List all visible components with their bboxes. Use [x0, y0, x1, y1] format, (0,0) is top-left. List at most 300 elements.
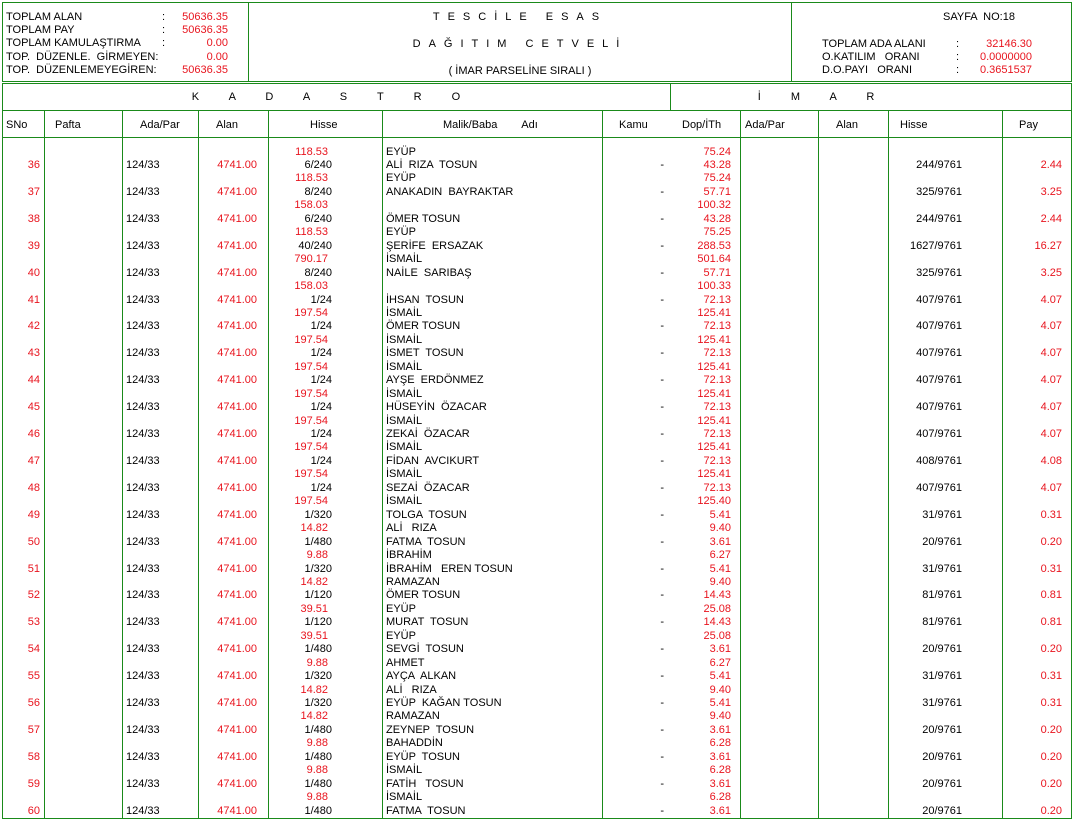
cell-dop: 3.61 — [709, 750, 731, 763]
cell-ihisse: 81/9761 — [922, 589, 962, 602]
cell-hisse: 8/240 — [304, 266, 332, 279]
summary-value: 50636.35 — [182, 24, 228, 36]
cell-alan: 4741.00 — [217, 535, 257, 548]
cell-father: RAMAZAN — [386, 575, 440, 588]
cell-hisse: 1/24 — [310, 481, 332, 494]
cell-ith: 6.28 — [709, 764, 731, 777]
cell-sub: 158.03 — [294, 199, 328, 212]
cell-sno: 54 — [27, 643, 40, 656]
cell-kamu: - — [660, 697, 664, 709]
cell-dop: 72.13 — [703, 347, 731, 360]
cell-ith: 125.40 — [697, 495, 731, 508]
cell-pay: 0.81 — [1040, 589, 1062, 602]
cell-ith: 6.28 — [709, 791, 731, 804]
cell-adapar: 124/33 — [126, 428, 160, 440]
cell-ihisse: 1627/9761 — [910, 239, 962, 252]
cell-kamu: - — [660, 212, 664, 225]
cell-name: NAİLE SARIBAŞ — [386, 266, 472, 279]
lead-malik: EYÜP — [386, 146, 416, 158]
cell-father: İSMAİL — [386, 333, 423, 346]
cell-sno: 50 — [27, 535, 40, 548]
cell-pay: 4.07 — [1040, 401, 1062, 414]
cell-adapar: 124/33 — [126, 401, 160, 414]
cell-sub: 197.54 — [294, 495, 328, 508]
cell-ith: 9.40 — [709, 522, 731, 535]
cell-ith: 100.33 — [697, 280, 731, 292]
cell-kamu: - — [660, 320, 664, 333]
cell-sno: 38 — [27, 212, 40, 225]
cell-adapar: 124/33 — [126, 670, 160, 683]
col-line — [740, 110, 741, 819]
cell-dop: 72.13 — [703, 481, 731, 494]
cell-alan: 4741.00 — [217, 643, 257, 656]
cell-adapar: 124/33 — [126, 508, 160, 521]
cell-sno: 39 — [27, 239, 40, 252]
cell-alan: 4741.00 — [217, 723, 257, 736]
cell-pay: 0.20 — [1040, 723, 1062, 736]
cell-adapar: 124/33 — [126, 454, 160, 467]
cell-kamu: - — [660, 266, 664, 279]
cell-sub: 197.54 — [294, 414, 328, 427]
cell-father: İSMAİL — [386, 441, 423, 454]
cell-alan: 4741.00 — [217, 589, 257, 602]
cell-father: EYÜP — [386, 226, 416, 239]
cell-kamu: - — [660, 616, 664, 629]
cell-kamu: - — [660, 347, 664, 360]
cell-name: FATMA TOSUN — [386, 535, 466, 548]
cell-adapar: 124/33 — [126, 159, 160, 171]
cell-name: ZEKAİ ÖZACAR — [386, 428, 470, 440]
cell-ihisse: 325/9761 — [916, 266, 962, 279]
cell-hisse: 1/320 — [304, 670, 332, 683]
cell-dop: 43.28 — [703, 159, 731, 171]
cell-kamu: - — [660, 239, 664, 252]
cell-sno: 36 — [27, 159, 40, 171]
cell-kamu: - — [660, 670, 664, 683]
summary-label: TOPLAM PAY — [6, 24, 75, 36]
cell-sub: 197.54 — [294, 387, 328, 400]
cell-name: SEVGİ TOSUN — [386, 643, 464, 656]
cell-dop: 72.13 — [703, 293, 731, 306]
section-kadastro-label: K A D A S T R O — [191, 91, 469, 103]
cell-kamu: - — [660, 508, 664, 521]
cell-name: AYÇA ALKAN — [386, 670, 457, 683]
cell-ihisse: 407/9761 — [916, 293, 962, 306]
summary-sep: : — [162, 11, 166, 23]
cell-ith: 125.41 — [697, 468, 731, 481]
cell-hisse: 1/24 — [310, 293, 332, 306]
cell-dop: 14.43 — [703, 589, 731, 602]
cell-hisse: 6/240 — [304, 159, 332, 171]
summary-value: 0.00 — [206, 37, 228, 49]
summary-value: 32146.30 — [986, 38, 1032, 50]
cell-sno: 40 — [27, 266, 40, 279]
cell-pay: 3.25 — [1040, 266, 1062, 279]
cell-name: ZEYNEP TOSUN — [386, 723, 475, 736]
cell-ihisse: 31/9761 — [922, 670, 962, 683]
cell-name: ŞERİFE ERSAZAK — [386, 239, 484, 252]
cell-ith: 75.25 — [703, 226, 731, 239]
cell-ihisse: 20/9761 — [922, 723, 962, 736]
cell-sno: 48 — [27, 481, 40, 494]
cell-pay: 3.25 — [1040, 185, 1062, 198]
cell-adapar: 124/33 — [126, 347, 160, 360]
cell-adapar: 124/33 — [126, 239, 160, 252]
cell-ith: 125.41 — [697, 387, 731, 400]
cell-father: EYÜP — [386, 172, 416, 185]
cell-hisse: 1/24 — [310, 347, 332, 360]
cell-dop: 288.53 — [697, 239, 731, 252]
cell-name: FATMA TOSUN — [386, 804, 466, 817]
cell-alan: 4741.00 — [217, 185, 257, 198]
col-header-alan: Alan — [216, 119, 239, 131]
summary-value: 50636.35 — [182, 11, 228, 23]
cell-pay: 4.07 — [1040, 481, 1062, 494]
cell-sno: 45 — [27, 401, 40, 414]
cell-sno: 60 — [27, 804, 40, 817]
col-line — [44, 110, 45, 819]
cell-father: EYÜP — [386, 602, 416, 615]
cell-adapar: 124/33 — [126, 562, 160, 575]
cell-alan: 4741.00 — [217, 697, 257, 709]
cell-alan: 4741.00 — [217, 508, 257, 521]
summary-label: TOPLAM ALAN — [6, 11, 83, 23]
cell-kamu: - — [660, 481, 664, 494]
summary-sep: : — [162, 37, 166, 49]
cell-dop: 57.71 — [703, 185, 731, 198]
col-header-imar-alan: Alan — [836, 119, 859, 131]
cell-kamu: - — [660, 401, 664, 414]
cell-hisse: 1/320 — [304, 697, 332, 709]
cell-kamu: - — [660, 562, 664, 575]
cell-name: ÖMER TOSUN — [386, 320, 461, 333]
cell-ihisse: 81/9761 — [922, 616, 962, 629]
cell-father: BAHADDİN — [386, 737, 443, 750]
cell-ith: 125.41 — [697, 441, 731, 454]
cell-dop: 5.41 — [709, 562, 731, 575]
cell-kamu: - — [660, 643, 664, 656]
cell-pay: 4.07 — [1040, 293, 1062, 306]
summary-value: 0.3651537 — [980, 64, 1032, 76]
cell-ihisse: 244/9761 — [916, 212, 962, 225]
cell-dop: 72.13 — [703, 428, 731, 440]
cell-ith: 25.08 — [703, 629, 731, 642]
cell-sub: 9.88 — [306, 656, 328, 669]
cell-father: İSMAİL — [386, 791, 423, 804]
summary-value: 50636.35 — [182, 64, 228, 76]
cell-ith: 125.41 — [697, 306, 731, 319]
cell-alan: 4741.00 — [217, 212, 257, 225]
cell-kamu: - — [660, 750, 664, 763]
cell-sub: 14.82 — [300, 575, 328, 588]
col-line — [122, 110, 123, 819]
cell-adapar: 124/33 — [126, 535, 160, 548]
cell-sno: 47 — [27, 454, 40, 467]
cell-alan: 4741.00 — [217, 670, 257, 683]
cell-ihisse: 31/9761 — [922, 508, 962, 521]
cell-father: EYÜP — [386, 629, 416, 642]
cell-father: İSMAİL — [386, 360, 423, 373]
cell-hisse: 1/24 — [310, 320, 332, 333]
cell-adapar: 124/33 — [126, 293, 160, 306]
cell-sub: 118.53 — [295, 226, 328, 239]
cell-ihisse: 407/9761 — [916, 481, 962, 494]
cell-pay: 4.07 — [1040, 320, 1062, 333]
cell-alan: 4741.00 — [217, 401, 257, 414]
cell-dop: 72.13 — [703, 454, 731, 467]
cell-father: İSMAİL — [386, 387, 423, 400]
cell-dop: 3.61 — [709, 777, 731, 790]
col-line — [382, 110, 383, 819]
cell-name: FATİH TOSUN — [386, 777, 464, 790]
cell-adapar: 124/33 — [126, 320, 160, 333]
summary-label: O.KATILIM ORANI — [822, 51, 920, 63]
cell-sub: 197.54 — [294, 441, 328, 454]
cell-hisse: 1/480 — [304, 750, 332, 763]
summary-label: TOP. DÜZENLEMEYEGİREN: — [6, 64, 157, 76]
cell-alan: 4741.00 — [217, 347, 257, 360]
cell-pay: 16.27 — [1034, 239, 1062, 252]
summary-label: TOPLAM KAMULAŞTIRMA — [6, 37, 141, 49]
cell-sno: 56 — [27, 697, 40, 709]
cell-dop: 5.41 — [709, 670, 731, 683]
cell-adapar: 124/33 — [126, 804, 160, 817]
cell-dop: 5.41 — [709, 508, 731, 521]
cell-sub: 197.54 — [294, 306, 328, 319]
cell-alan: 4741.00 — [217, 454, 257, 467]
cell-name: ÖMER TOSUN — [386, 589, 461, 602]
summary-sep: : — [956, 38, 960, 50]
cell-adapar: 124/33 — [126, 185, 160, 198]
cell-dop: 57.71 — [703, 266, 731, 279]
cell-father: İSMAİL — [386, 764, 423, 777]
col-header-malik: Malik/Baba Adı — [443, 119, 538, 131]
cell-name: ÖMER TOSUN — [386, 212, 461, 225]
page-number: SAYFA NO:18 — [943, 11, 1015, 23]
cell-name: TOLGA TOSUN — [386, 508, 467, 521]
cell-sno: 37 — [27, 185, 40, 198]
cell-dop: 5.41 — [709, 697, 731, 709]
cell-alan: 4741.00 — [217, 266, 257, 279]
cell-pay: 0.20 — [1040, 535, 1062, 548]
cell-sno: 41 — [27, 293, 40, 306]
cell-name: ALİ RIZA TOSUN — [386, 159, 478, 171]
cell-kamu: - — [660, 777, 664, 790]
cell-ith: 75.24 — [703, 172, 731, 185]
cell-kamu: - — [660, 159, 664, 171]
cell-adapar: 124/33 — [126, 643, 160, 656]
cell-ihisse: 20/9761 — [922, 643, 962, 656]
col-header-adapar: Ada/Par — [140, 119, 180, 131]
cell-hisse: 1/480 — [304, 777, 332, 790]
cell-ihisse: 407/9761 — [916, 347, 962, 360]
cell-father: ALİ RIZA — [386, 683, 437, 696]
cell-ihisse: 31/9761 — [922, 697, 962, 709]
cell-sub: 14.82 — [300, 683, 328, 696]
cell-ihisse: 407/9761 — [916, 374, 962, 387]
col-header-dopith: Dop/İTh — [682, 119, 722, 131]
cell-hisse: 1/480 — [304, 535, 332, 548]
cell-dop: 3.61 — [709, 535, 731, 548]
cell-sno: 44 — [27, 374, 40, 387]
cell-sub: 9.88 — [306, 549, 328, 561]
cell-ihisse: 325/9761 — [916, 185, 962, 198]
cell-ihisse: 20/9761 — [922, 535, 962, 548]
cell-father: İSMAİL — [386, 414, 423, 427]
cell-hisse: 1/320 — [304, 562, 332, 575]
cell-name: EYÜP TOSUN — [386, 750, 460, 763]
cell-name: İSMET TOSUN — [386, 347, 464, 360]
cell-pay: 0.20 — [1040, 750, 1062, 763]
cell-sno: 51 — [27, 562, 40, 575]
cell-hisse: 1/120 — [304, 589, 332, 602]
cell-ith: 100.32 — [697, 199, 731, 212]
col-header-pay: Pay — [1019, 119, 1038, 131]
col-header-pafta: Pafta — [55, 119, 81, 131]
cell-alan: 4741.00 — [217, 239, 257, 252]
cell-ihisse: 20/9761 — [922, 777, 962, 790]
summary-value: 0.0000000 — [980, 51, 1032, 63]
cell-father: İSMAİL — [386, 495, 423, 508]
cell-ith: 9.40 — [709, 683, 731, 696]
cell-ihisse: 408/9761 — [916, 454, 962, 467]
cell-alan: 4741.00 — [217, 562, 257, 575]
title-line-2: DAĞITIM CETVELİ — [412, 38, 628, 50]
cell-ihisse: 407/9761 — [916, 320, 962, 333]
cell-adapar: 124/33 — [126, 697, 160, 709]
cell-pay: 4.07 — [1040, 374, 1062, 387]
cell-sno: 49 — [27, 508, 40, 521]
cell-father: AHMET — [386, 656, 425, 669]
cell-dop: 3.61 — [709, 723, 731, 736]
cell-pay: 0.31 — [1040, 562, 1062, 575]
cell-pay: 4.07 — [1040, 347, 1062, 360]
cell-sub: 9.88 — [306, 737, 328, 750]
cell-hisse: 6/240 — [304, 212, 332, 225]
cell-adapar: 124/33 — [126, 589, 160, 602]
col-header-imar-adapar: Ada/Par — [745, 119, 785, 131]
cell-sub: 158.03 — [294, 280, 328, 292]
cell-name: ANAKADIN BAYRAKTAR — [386, 185, 514, 198]
cell-father: İBRAHİM — [386, 549, 432, 561]
cell-ihisse: 31/9761 — [922, 562, 962, 575]
cell-sub: 790.17 — [294, 253, 328, 266]
cell-adapar: 124/33 — [126, 481, 160, 494]
cell-pay: 2.44 — [1040, 159, 1062, 171]
cell-ith: 501.64 — [697, 253, 731, 266]
cell-dop: 72.13 — [703, 374, 731, 387]
cell-alan: 4741.00 — [217, 481, 257, 494]
cell-pay: 0.20 — [1040, 804, 1062, 817]
title-line-3: ( İMAR PARSELİNE SIRALI ) — [448, 65, 592, 77]
cell-hisse: 8/240 — [304, 185, 332, 198]
summary-value: 0.00 — [206, 51, 228, 63]
cell-pay: 0.20 — [1040, 643, 1062, 656]
cell-dop: 72.13 — [703, 401, 731, 414]
cell-alan: 4741.00 — [217, 750, 257, 763]
cell-sno: 46 — [27, 428, 40, 440]
cell-pay: 2.44 — [1040, 212, 1062, 225]
cell-father: İSMAİL — [386, 306, 423, 319]
cell-sno: 52 — [27, 589, 40, 602]
cell-dop: 72.13 — [703, 320, 731, 333]
summary-label: TOPLAM ADA ALANI — [822, 38, 926, 50]
cell-sub: 39.51 — [300, 629, 328, 642]
cell-hisse: 1/320 — [304, 508, 332, 521]
cell-dop: 43.28 — [703, 212, 731, 225]
cell-ihisse: 20/9761 — [922, 804, 962, 817]
cell-ihisse: 20/9761 — [922, 750, 962, 763]
col-header-hisse: Hisse — [310, 119, 338, 131]
cell-ith: 6.28 — [709, 737, 731, 750]
col-header-sno: SNo — [6, 119, 28, 131]
cell-ith: 25.08 — [703, 602, 731, 615]
cell-name: HÜSEYİN ÖZACAR — [386, 401, 487, 414]
cell-kamu: - — [660, 185, 664, 198]
cell-ith: 6.27 — [709, 656, 731, 669]
cell-alan: 4741.00 — [217, 320, 257, 333]
cell-sno: 42 — [27, 320, 40, 333]
cell-adapar: 124/33 — [126, 374, 160, 387]
cell-sno: 53 — [27, 616, 40, 629]
cell-sub: 9.88 — [306, 791, 328, 804]
cell-hisse: 1/480 — [304, 804, 332, 817]
cell-hisse: 1/480 — [304, 723, 332, 736]
cell-kamu: - — [660, 589, 664, 602]
cell-sno: 57 — [27, 723, 40, 736]
cell-kamu: - — [660, 428, 664, 440]
cell-name: FİDAN AVCIKURT — [386, 454, 480, 467]
cell-kamu: - — [660, 804, 664, 817]
summary-sep: : — [956, 64, 960, 76]
cell-sub: 197.54 — [294, 360, 328, 373]
cell-sub: 9.88 — [306, 764, 328, 777]
cell-hisse: 1/24 — [310, 374, 332, 387]
cell-kamu: - — [660, 723, 664, 736]
cell-hisse: 1/120 — [304, 616, 332, 629]
summary-sep: : — [162, 24, 166, 36]
cell-hisse: 1/24 — [310, 454, 332, 467]
col-line — [818, 110, 819, 819]
lead-dop: 75.24 — [703, 146, 731, 158]
cell-ith: 125.41 — [697, 333, 731, 346]
cell-pay: 0.81 — [1040, 616, 1062, 629]
cell-hisse: 1/480 — [304, 643, 332, 656]
cell-hisse: 1/24 — [310, 428, 332, 440]
cell-alan: 4741.00 — [217, 428, 257, 440]
cell-alan: 4741.00 — [217, 374, 257, 387]
cell-name: İHSAN TOSUN — [386, 293, 464, 306]
cell-ihisse: 407/9761 — [916, 401, 962, 414]
cell-alan: 4741.00 — [217, 777, 257, 790]
cell-sub: 197.54 — [294, 333, 328, 346]
cell-sno: 59 — [27, 777, 40, 790]
cell-alan: 4741.00 — [217, 804, 257, 817]
cell-name: SEZAİ ÖZACAR — [386, 481, 470, 494]
cell-sno: 55 — [27, 670, 40, 683]
cell-sno: 58 — [27, 750, 40, 763]
cell-name: MURAT TOSUN — [386, 616, 469, 629]
cell-adapar: 124/33 — [126, 266, 160, 279]
cell-dop: 3.61 — [709, 643, 731, 656]
cell-pay: 4.08 — [1040, 454, 1062, 467]
cell-dop: 3.61 — [709, 804, 731, 817]
cell-name: AYŞE ERDÖNMEZ — [386, 374, 484, 387]
cell-pay: 0.31 — [1040, 508, 1062, 521]
cell-sub: 118.53 — [295, 172, 328, 185]
cell-alan: 4741.00 — [217, 159, 257, 171]
cell-ihisse: 244/9761 — [916, 159, 962, 171]
